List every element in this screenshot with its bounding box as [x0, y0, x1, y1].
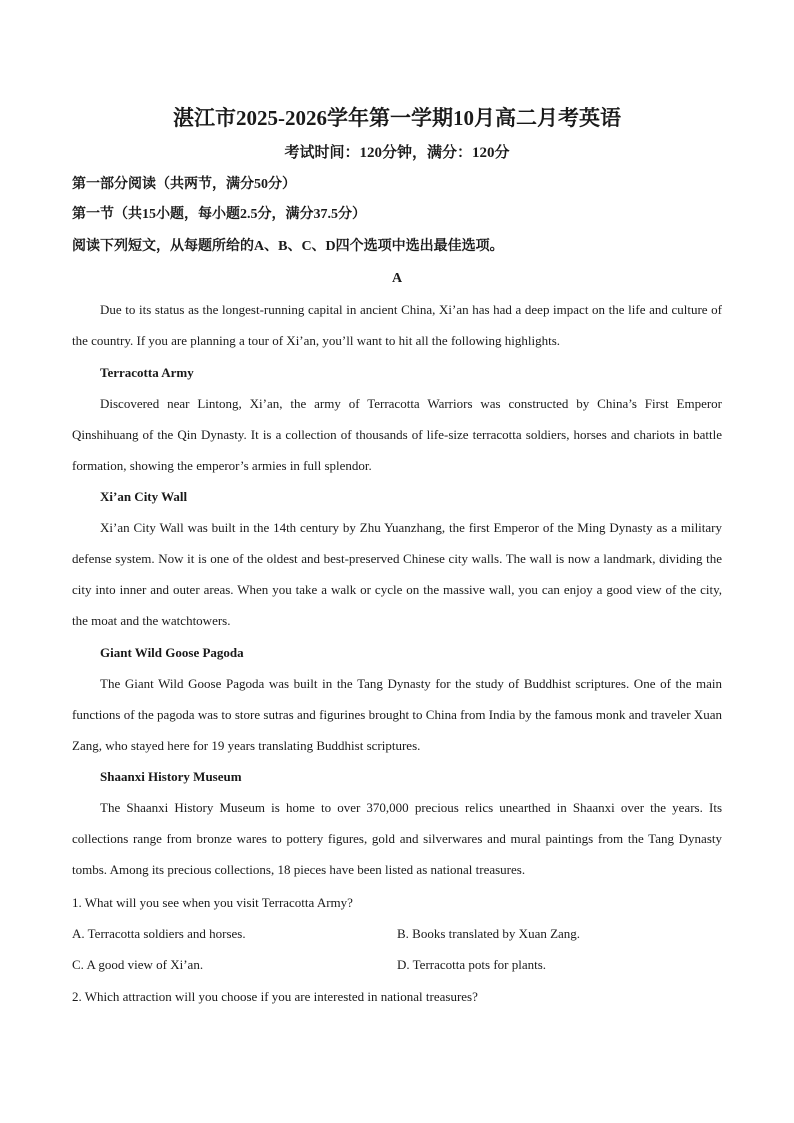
passage-letter: A: [391, 271, 403, 286]
question-2: 2. Which attraction will you choose if you are interested in national treasures?: [72, 989, 478, 1004]
paragraph-museum: The Shaanxi History Museum is home to over 370,000 precious relics unearthed in Shaanxi over the years. Its collections range from bronze wares to pottery figures, gold and silverwares and mural paintings from the Tang Dynasty tombs. Among its precious collections, 18 pieces have been listed as national treasures.: [72, 800, 722, 877]
heading-museum: Shaanxi History Museum: [100, 769, 242, 784]
passage-intro: Due to its status as the longest-running capital in ancient China, Xi’an has had a deep impact on the life and culture of the country. If you are planning a tour of Xi’an, you’ll want to hit all the following highlights.: [72, 302, 722, 348]
question-1-option-a: A. Terracotta soldiers and horses.: [72, 926, 246, 941]
heading-city-wall: Xi’an City Wall: [100, 489, 188, 504]
paragraph-city-wall: Xi’an City Wall was built in the 14th century by Zhu Yuanzhang, the first Emperor of the Ming Dynasty as a military defense system. Now it is one of the oldest and best-preserved Chinese city walls. The wall is now a landmark, dividing the city into inner and outer areas. When you take a walk or cycle on the massive wall, you can enjoy a good view of the city, the moat and the watchtowers.: [72, 520, 722, 628]
heading-pagoda: Giant Wild Goose Pagoda: [100, 645, 244, 660]
heading-terracotta-army: Terracotta Army: [100, 365, 194, 380]
paragraph-terracotta-army: Discovered near Lintong, Xi’an, the army of Terracotta Warriors was constructed by China’s First Emperor Qinshihuang of the Qin Dynasty. It is a collection of thousands of life-size terracotta soldiers, horses and chariots in battle formation, showing the emperor’s armies in full splendor.: [72, 396, 722, 473]
instruction-text: 阅读下列短文，从每题所给的A、B、C、D四个选项中选出最佳选项。: [72, 239, 504, 254]
paragraph-pagoda: The Giant Wild Goose Pagoda was built in the Tang Dynasty for the study of Buddhist scriptures. One of the main functions of the pagoda was to store sutras and figurines brought to China from India by the famous monk and traveler Xuan Zang, who stayed here for 19 years translating Buddhist scriptures.: [72, 676, 722, 753]
question-1-option-c: C. A good view of Xi’an.: [72, 957, 204, 972]
page-title: 湛江市2025-2026学年第一学期10月高二月考英语: [173, 106, 621, 130]
exam-info: 考试时间：120分钟，满分：120分: [284, 145, 510, 161]
section-heading: 第一节（共15小题，每小题2.5分，满分37.5分）: [72, 207, 366, 222]
question-1: 1. What will you see when you visit Terracotta Army?: [72, 895, 353, 910]
part-heading: 第一部分阅读（共两节，满分50分）: [72, 177, 296, 192]
question-1-option-d: D. Terracotta pots for plants.: [397, 957, 547, 972]
question-1-option-b: B. Books translated by Xuan Zang.: [397, 926, 581, 941]
